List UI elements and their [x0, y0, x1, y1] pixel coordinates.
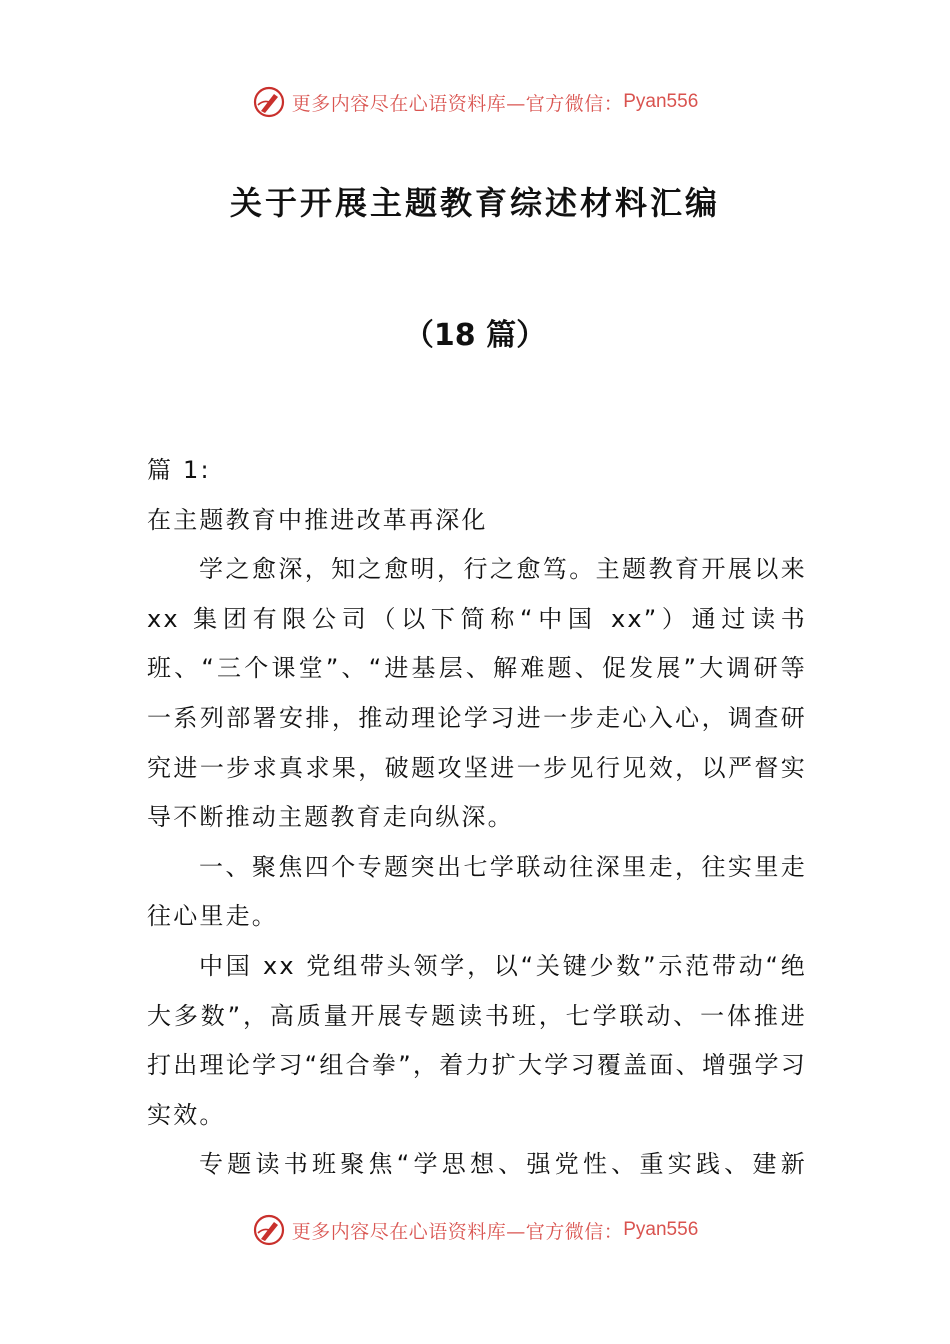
paragraph: 中国 xx 党组带头领学，以“关键少数”示范带动“绝大多数”，高质量开展专题读书班，七学联动、一体推进打出理论学习“组合拳”，着力扩大学习覆盖面、增强学习实效。	[147, 951, 807, 1129]
document-subtitle: （18 篇）	[403, 318, 547, 353]
wechat-id: Pyan556	[623, 1219, 699, 1240]
paragraph: 一、聚焦四个专题突出七学联动往深里走，往实里走往心里走。	[147, 852, 807, 931]
document-body	[147, 446, 807, 1190]
banner-text: 更多内容尽在心语资料库—官方微信：	[291, 92, 624, 115]
banner-text: 更多内容尽在心语资料库—官方微信：	[291, 1220, 624, 1243]
document-title: 关于开展主题教育综述材料汇编	[229, 184, 720, 222]
section-label: 篇 1:	[147, 456, 211, 484]
footer-banner	[0, 1210, 950, 1250]
wechat-id: Pyan556	[623, 91, 699, 112]
header-banner	[0, 82, 950, 122]
pen-logo-icon	[252, 1213, 286, 1247]
pen-logo-icon	[252, 85, 286, 119]
article-title: 在主题教育中推进改革再深化	[147, 505, 488, 534]
paragraph: 学之愈深，知之愈明，行之愈笃。主题教育开展以来 xx 集团有限公司（以下简称“中国 xx”）通过读书班、“三个课堂”、“进基层、解难题、促发展”大调研等一系列部署安排，推动理论学习进一步走心入心，调查研究进一步求真求果，破题攻坚进一步见行见效，以严督实导不断推动主题教育走向纵深。	[147, 555, 807, 832]
paragraph: 专题读书班聚焦“学思想、强党性、重实践、建新	[199, 1150, 807, 1179]
